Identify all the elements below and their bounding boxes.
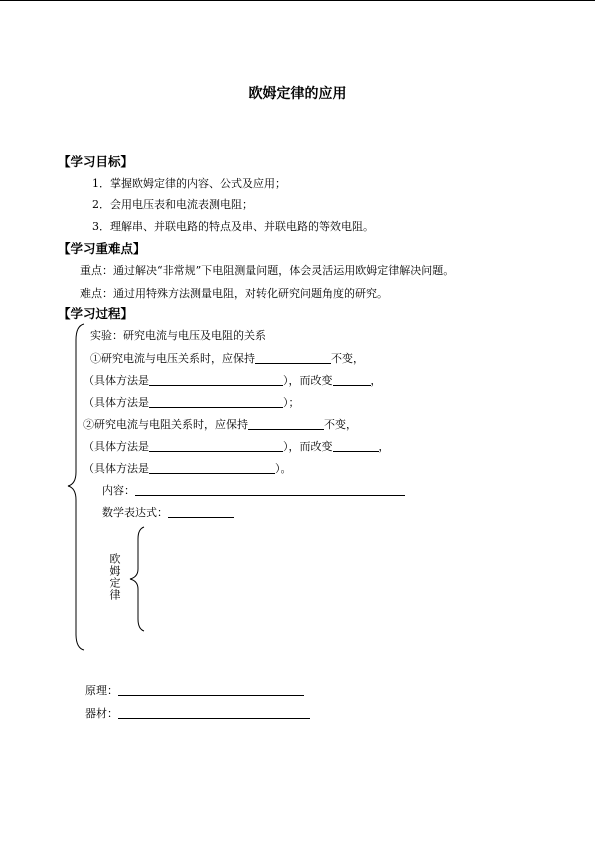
line-6-text-b: ）。 — [275, 462, 292, 475]
ohm-law-vertical-label: 欧姆定律 — [108, 553, 121, 601]
principle-blank[interactable] — [118, 683, 304, 696]
focus-text: 重点：通过解决“非常规”下电阻测量问题，体会灵活运用欧姆定律解决问题。 — [80, 264, 455, 277]
line-2-text-a: （具体方法是 — [83, 374, 149, 387]
line-2-text-b: ），而改变 — [283, 374, 333, 387]
formula-line — [102, 504, 234, 520]
top-rule — [0, 0, 595, 1]
process-line-2 — [83, 372, 382, 388]
process-heading: 【学习过程】 — [58, 306, 134, 321]
small-right-brace — [128, 525, 148, 635]
principle-label: 原理： — [85, 684, 118, 697]
keypoints-heading: 【学习重难点】 — [58, 241, 146, 256]
line-6-text-a: （具体方法是 — [83, 462, 149, 475]
formula-blank[interactable] — [168, 505, 234, 518]
blank-7[interactable] — [333, 439, 379, 452]
equipment-line — [85, 705, 310, 721]
line-1-text-b: 不变， — [331, 352, 364, 365]
experiment-text: 实验：研究电流与电压及电阻的关系 — [90, 329, 266, 342]
line-1-text-a: ①研究电流与电压关系时，应保持 — [90, 352, 255, 365]
blank-1[interactable] — [255, 351, 331, 364]
content-blank[interactable] — [135, 483, 405, 496]
blank-6[interactable] — [149, 439, 283, 452]
blank-8[interactable] — [149, 461, 275, 474]
line-5-text-b: ），而改变 — [283, 440, 333, 453]
content-line — [102, 482, 405, 498]
line-5-text-c: ， — [378, 440, 390, 453]
equipment-blank[interactable] — [118, 706, 310, 719]
goals-heading: 【学习目标】 — [58, 154, 134, 169]
process-line-4 — [83, 416, 357, 432]
line-5-text-a: （具体方法是 — [83, 440, 149, 453]
blank-3[interactable] — [333, 373, 371, 386]
line-4-text-a: ②研究电流与电阻关系时，应保持 — [83, 418, 248, 431]
process-line-3 — [83, 394, 300, 410]
blank-2[interactable] — [149, 373, 283, 386]
process-line-1 — [90, 350, 364, 366]
goal-item-3: 3．理解串、并联电路的特点及串、并联电路的等效电阻。 — [92, 220, 374, 233]
line-2-text-c: ， — [370, 374, 382, 387]
formula-label: 数学表达式： — [102, 506, 168, 519]
principle-line — [85, 682, 304, 698]
line-3-text-a: （具体方法是 — [83, 396, 149, 409]
goal-item-2: 2．会用电压表和电流表测电阻； — [92, 198, 253, 211]
equipment-label: 器材： — [85, 707, 118, 720]
page-title: 欧姆定律的应用 — [248, 86, 347, 102]
process-line-6 — [83, 460, 292, 476]
goal-item-1: 1．掌握欧姆定律的内容、公式及应用； — [92, 177, 286, 190]
blank-4[interactable] — [149, 395, 283, 408]
line-4-text-b: 不变， — [324, 418, 357, 431]
blank-5[interactable] — [248, 417, 324, 430]
line-3-text-b: ）； — [283, 396, 300, 409]
content-label: 内容： — [102, 484, 135, 497]
difficulty-text: 难点：通过用特殊方法测量电阻，对转化研究问题角度的研究。 — [80, 287, 388, 300]
process-line-5 — [83, 438, 390, 454]
